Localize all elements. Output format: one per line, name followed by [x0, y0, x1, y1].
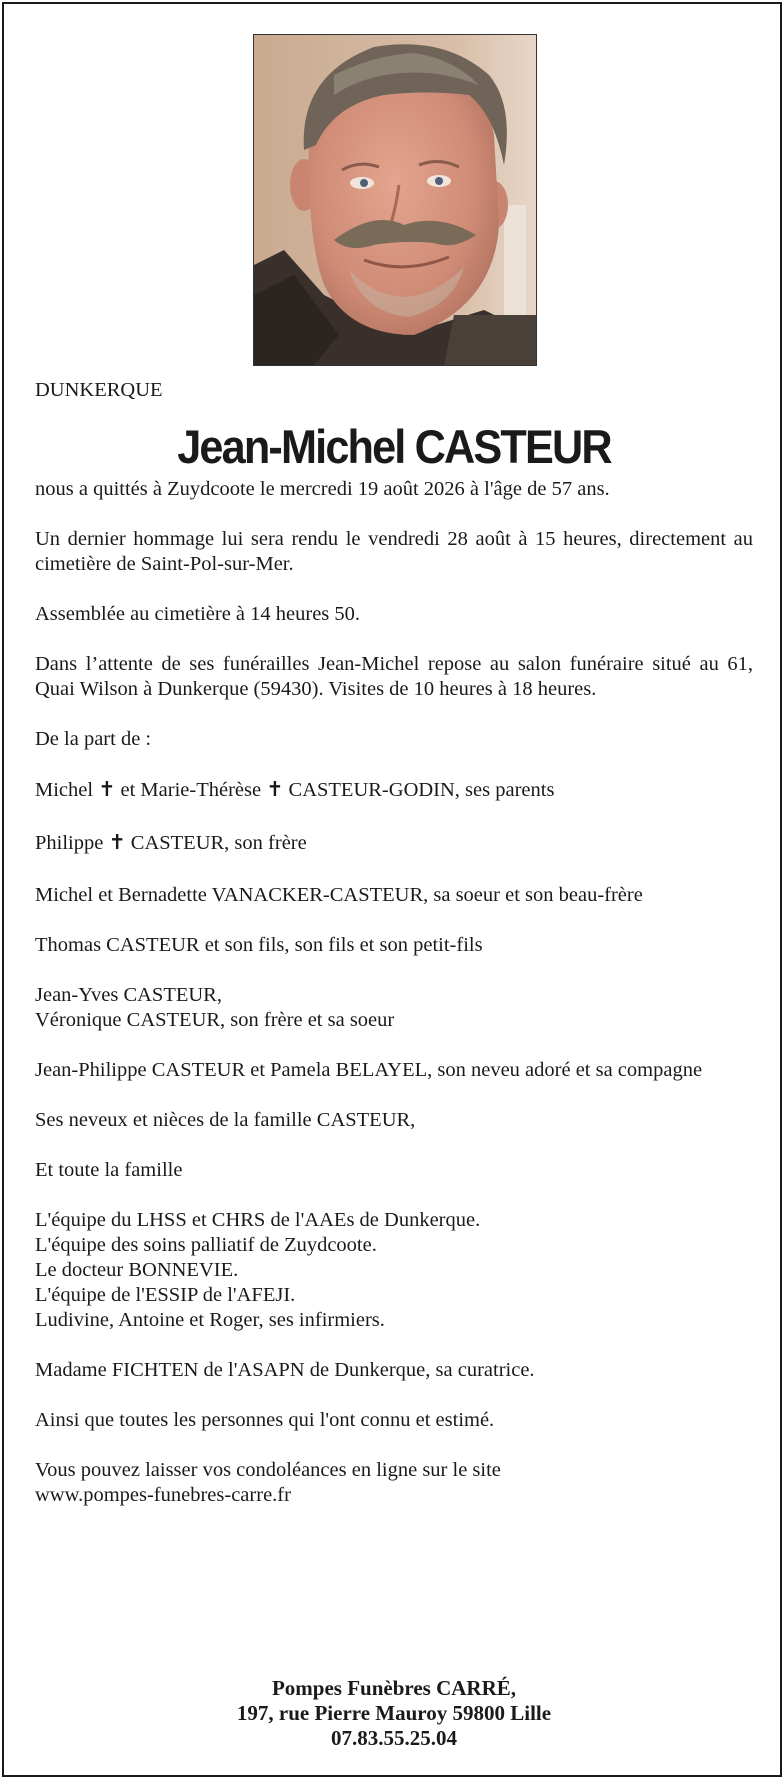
team-line: Le docteur BONNEVIE. — [35, 1259, 239, 1281]
esteem-line: Ainsi que toutes les personnes qui l'ont connu et estimé. — [35, 1409, 495, 1431]
cross-icon: ✝ — [108, 830, 126, 854]
nieces-line: Ses neveux et nièces de la famille CASTEUR, — [35, 1109, 416, 1131]
funeral-home-name: Pompes Funèbres CARRÉ, — [271, 1676, 517, 1700]
parent-father: Michel — [35, 779, 94, 801]
funeral-home-address: 197, rue Pierre Mauroy 59800 Lille — [236, 1701, 552, 1725]
condolences-text: Vous pouvez laisser vos condoléances en ligne sur le site — [35, 1459, 501, 1481]
curatrice-line: Madame FICHTEN de l'ASAPN de Dunkerque, sa curatrice. — [35, 1359, 535, 1381]
condolences-website-link[interactable]: www.pompes-funebres-carre.fr — [35, 1484, 291, 1506]
funeral-home-phone: 07.83.55.25.04 — [331, 1726, 457, 1750]
team-line: Ludivine, Antoine et Roger, ses infirmiers. — [35, 1309, 385, 1331]
deceased-name: Jean-Michel CASTEUR — [177, 420, 611, 473]
brother-firstname: Philippe — [35, 832, 104, 854]
cross-icon: ✝ — [266, 777, 284, 801]
nephew-line: Jean-Philippe CASTEUR et Pamela BELAYEL, son neveu adoré et sa compagne — [35, 1059, 703, 1081]
team-line: L'équipe des soins palliatif de Zuydcoote. — [35, 1234, 377, 1256]
portrait-photo — [253, 34, 537, 366]
obituary-text — [35, 378, 753, 1508]
sister-line: Michel et Bernadette VANACKER-CASTEUR, sa soeur et son beau-frère — [35, 884, 643, 906]
team-line: L'équipe du LHSS et CHRS de l'AAEs de Dunkerque. — [35, 1209, 481, 1231]
siblings-line — [35, 983, 753, 1033]
parent-mother: et Marie-Thérèse — [120, 779, 262, 801]
thomas-line: Thomas CASTEUR et son fils, son fils et son petit-fils — [35, 934, 483, 956]
parents-line — [35, 777, 753, 803]
city-label: DUNKERQUE — [35, 379, 163, 401]
visit-info: Dans l’attente de ses funérailles Jean-Michel repose au salon funéraire situé au 61, Quai Wilson à Dunkerque (59430). Visites de 10 heures à 18 heures. — [35, 653, 753, 700]
on-behalf-label: De la part de : — [35, 728, 152, 750]
condolences — [35, 1458, 753, 1508]
all-family-line: Et toute la famille — [35, 1159, 183, 1181]
care-teams — [35, 1208, 753, 1333]
assembly-info: Assemblée au cimetière à 14 heures 50. — [35, 603, 361, 625]
siblings-line-2: Véronique CASTEUR, son frère et sa soeur — [35, 1009, 395, 1031]
team-line: L'équipe de l'ESSIP de l'AFEJI. — [35, 1284, 296, 1306]
portrait-image — [254, 35, 536, 365]
funeral-home-info — [35, 1676, 753, 1751]
siblings-line-1: Jean-Yves CASTEUR, — [35, 984, 222, 1006]
parents-surname: CASTEUR-GODIN, ses parents — [288, 779, 555, 801]
brother-surname: CASTEUR, son frère — [130, 832, 307, 854]
cross-icon: ✝ — [98, 777, 116, 801]
brother-line — [35, 830, 753, 856]
ceremony-info: Un dernier hommage lui sera rendu le vendredi 28 août à 15 heures, directement au cimetière de Saint-Pol-sur-Mer. — [35, 528, 753, 575]
obituary-notice — [2, 2, 782, 1777]
death-announcement: nous a quittés à Zuydcoote le mercredi 19 août 2026 à l'âge de 57 ans. — [35, 478, 610, 500]
